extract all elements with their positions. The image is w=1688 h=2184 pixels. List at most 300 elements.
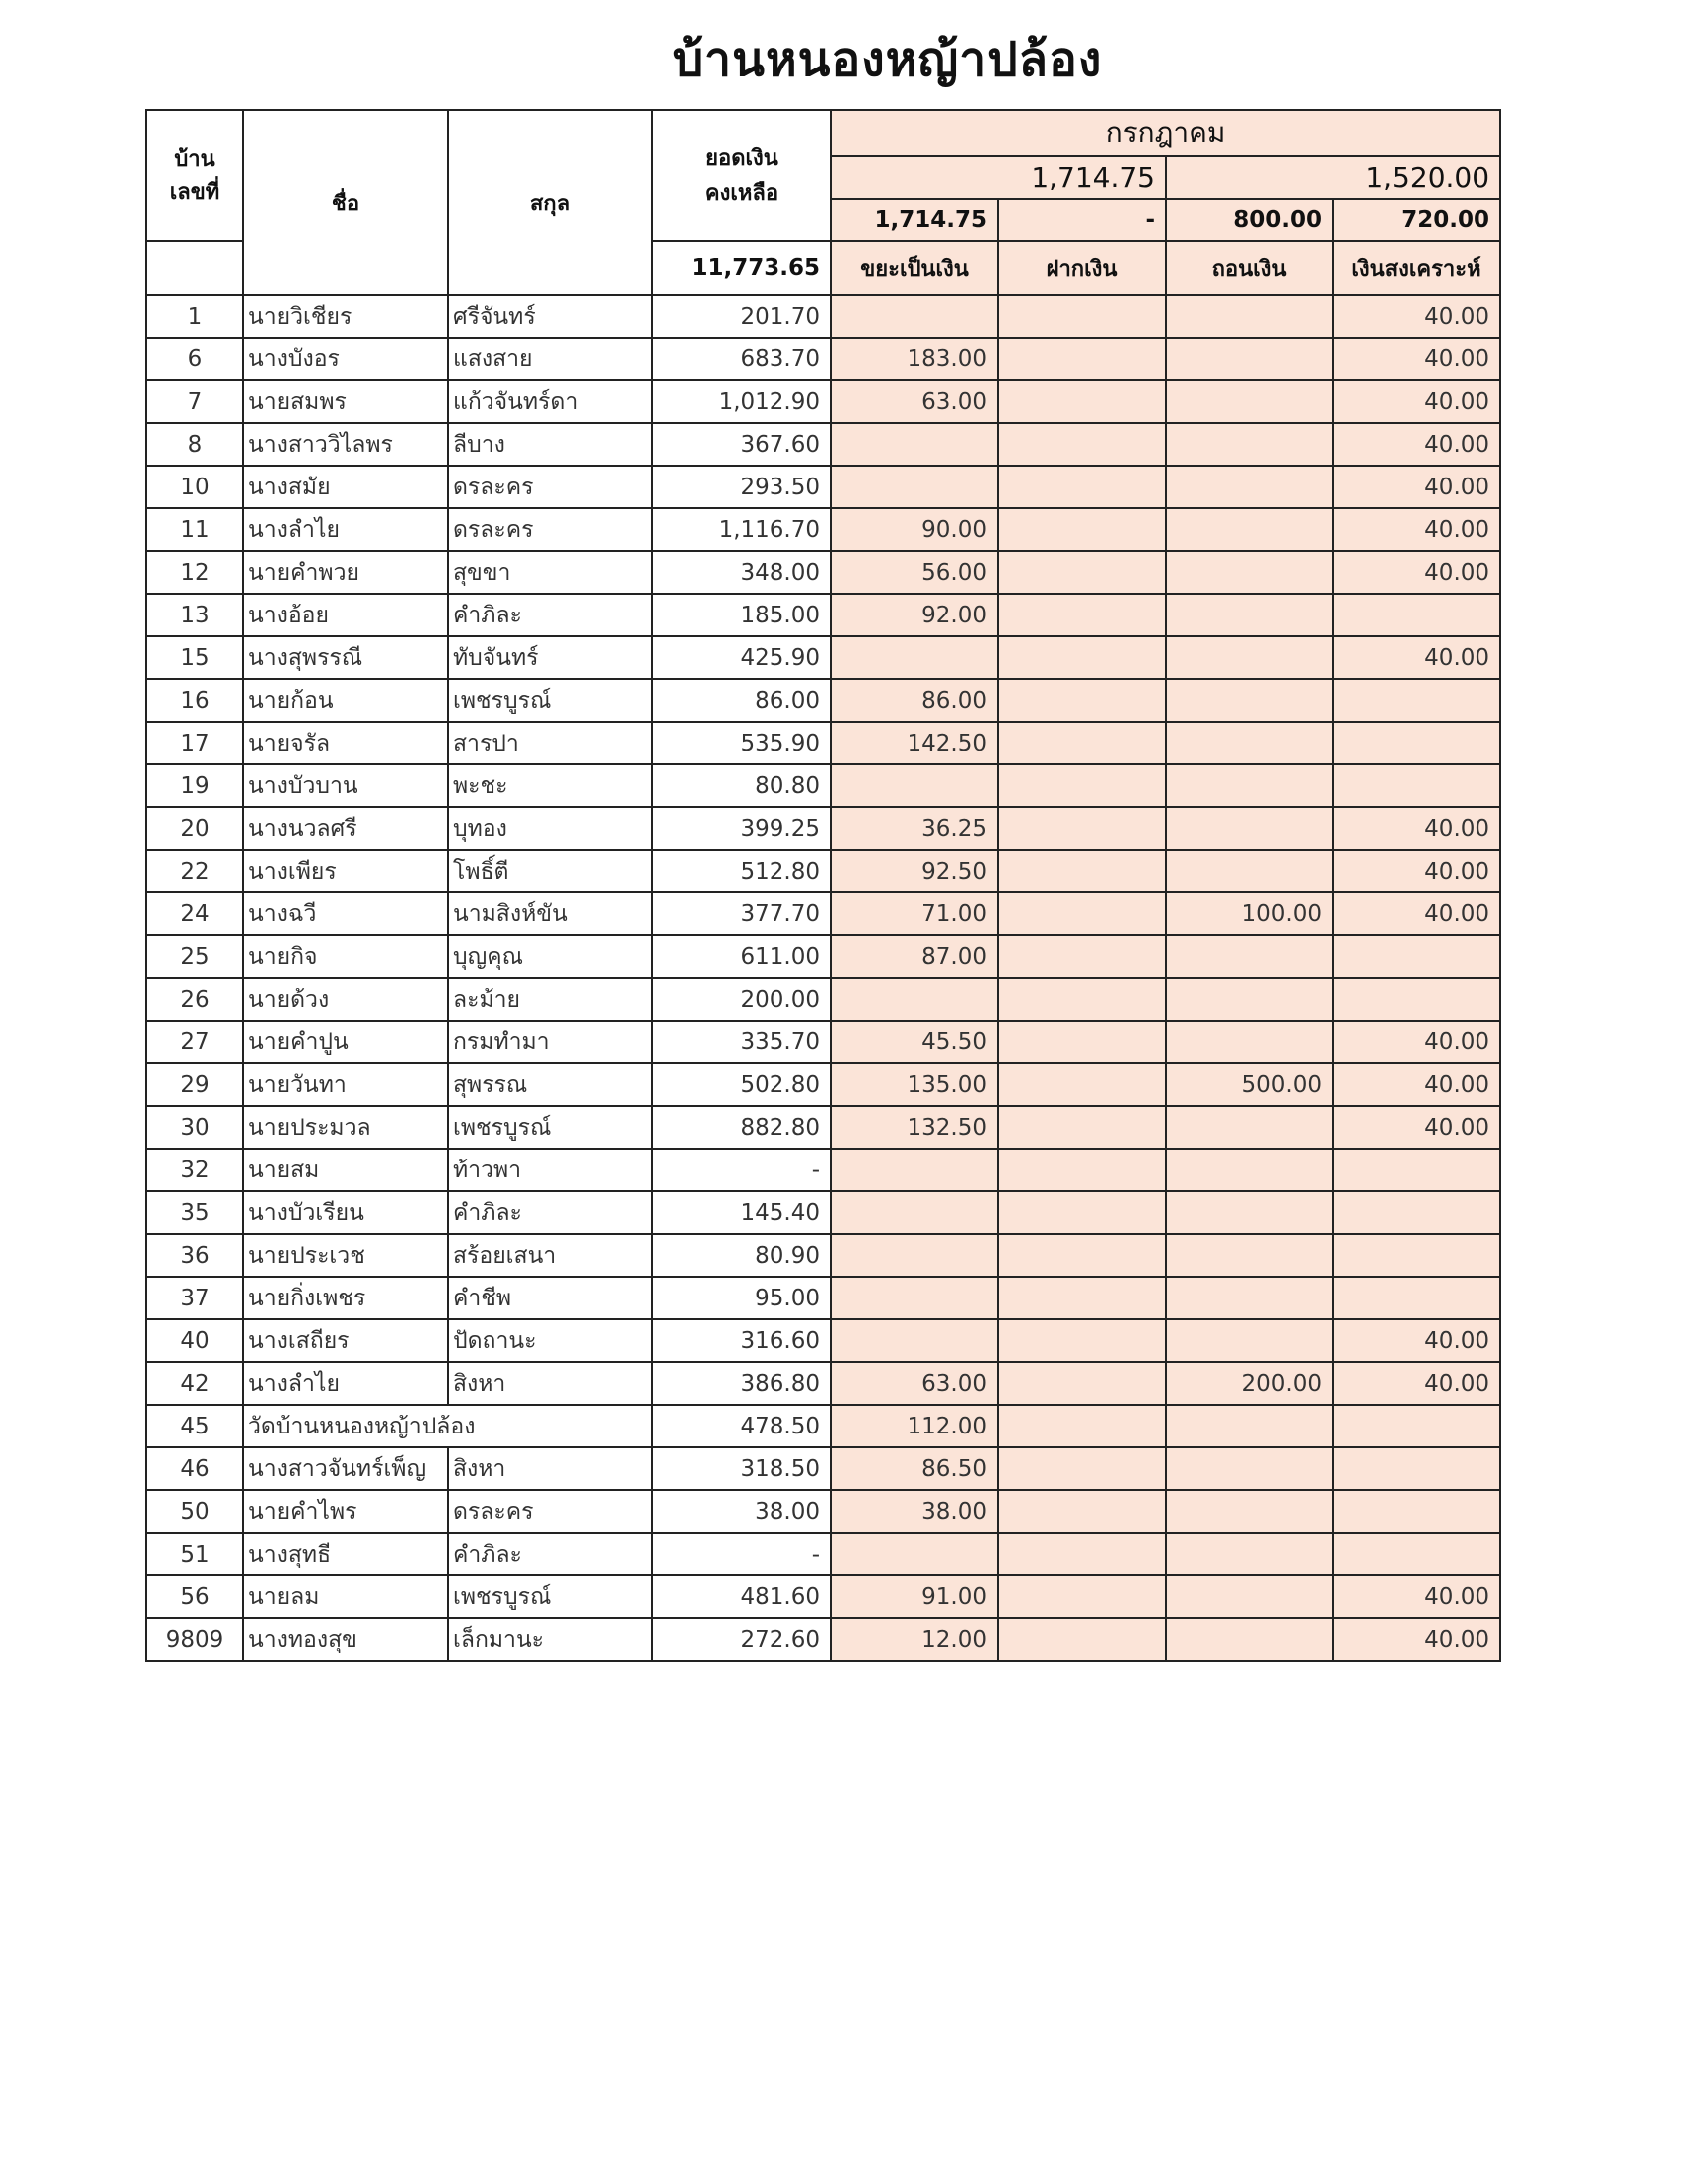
waste-cell: 86.00 — [831, 679, 998, 722]
header-surname: สกุล — [448, 110, 652, 295]
withdraw-cell — [1166, 466, 1333, 508]
welfare-cell: 40.00 — [1333, 1575, 1500, 1618]
house-no-cell: 27 — [146, 1021, 243, 1063]
deposit-cell — [998, 636, 1166, 679]
name-cell: นายประมวล — [243, 1106, 448, 1149]
waste-cell: 56.00 — [831, 551, 998, 594]
surname-cell: เล็กมานะ — [448, 1618, 652, 1661]
header-col-withdraw: ถอนเงิน — [1166, 241, 1333, 295]
house-no-cell: 26 — [146, 978, 243, 1021]
name-cell: นายวันทา — [243, 1063, 448, 1106]
waste-cell: 87.00 — [831, 935, 998, 978]
deposit-cell — [998, 1618, 1166, 1661]
waste-cell: 71.00 — [831, 892, 998, 935]
header-group1-total: 1,714.75 — [831, 156, 1166, 199]
table-row — [146, 423, 1500, 466]
withdraw-cell: 500.00 — [1166, 1063, 1333, 1106]
name-cell: นางบัวบาน — [243, 764, 448, 807]
name-cell: นางสุพรรณี — [243, 636, 448, 679]
house-no-cell: 20 — [146, 807, 243, 850]
name-cell: นายกิ่งเพชร — [243, 1277, 448, 1319]
table-row — [146, 1021, 1500, 1063]
surname-cell: แสงสาย — [448, 338, 652, 380]
name-cell: นายประเวช — [243, 1234, 448, 1277]
header-house-no: บ้าน เลขที่ — [146, 110, 243, 241]
deposit-cell — [998, 1319, 1166, 1362]
waste-cell: 92.00 — [831, 594, 998, 636]
deposit-cell — [998, 679, 1166, 722]
table-row — [146, 1191, 1500, 1234]
welfare-cell — [1333, 1277, 1500, 1319]
header-col-deposit: ฝากเงิน — [998, 241, 1166, 295]
name-cell: นายด้วง — [243, 978, 448, 1021]
waste-cell — [831, 1191, 998, 1234]
welfare-cell — [1333, 679, 1500, 722]
withdraw-cell — [1166, 1490, 1333, 1533]
table-row — [146, 466, 1500, 508]
balance-cell: 367.60 — [652, 423, 831, 466]
header-month: กรกฎาคม — [831, 110, 1500, 156]
house-no-cell: 19 — [146, 764, 243, 807]
waste-cell: 36.25 — [831, 807, 998, 850]
deposit-cell — [998, 978, 1166, 1021]
house-no-cell: 36 — [146, 1234, 243, 1277]
welfare-cell: 40.00 — [1333, 380, 1500, 423]
table-row — [146, 935, 1500, 978]
table-row — [146, 1277, 1500, 1319]
balance-cell: 512.80 — [652, 850, 831, 892]
header-house-no-blank — [146, 241, 243, 295]
table-row — [146, 1106, 1500, 1149]
welfare-cell — [1333, 1405, 1500, 1447]
name-cell: นายกิจ — [243, 935, 448, 978]
withdraw-cell — [1166, 1021, 1333, 1063]
deposit-cell — [998, 1533, 1166, 1575]
balance-cell: 882.80 — [652, 1106, 831, 1149]
deposit-cell — [998, 1575, 1166, 1618]
waste-cell — [831, 1149, 998, 1191]
waste-cell: 135.00 — [831, 1063, 998, 1106]
welfare-cell — [1333, 1490, 1500, 1533]
balance-cell: 611.00 — [652, 935, 831, 978]
balance-cell: 386.80 — [652, 1362, 831, 1405]
withdraw-cell — [1166, 551, 1333, 594]
name-cell: นางบังอร — [243, 338, 448, 380]
balance-cell: 272.60 — [652, 1618, 831, 1661]
withdraw-cell — [1166, 807, 1333, 850]
surname-cell: ดรละคร — [448, 466, 652, 508]
welfare-cell: 40.00 — [1333, 1021, 1500, 1063]
deposit-cell — [998, 1191, 1166, 1234]
balance-cell: 1,116.70 — [652, 508, 831, 551]
surname-cell: นามสิงห์ขัน — [448, 892, 652, 935]
welfare-cell: 40.00 — [1333, 466, 1500, 508]
withdraw-cell — [1166, 1618, 1333, 1661]
table-row — [146, 850, 1500, 892]
balance-cell: 86.00 — [652, 679, 831, 722]
waste-cell: 45.50 — [831, 1021, 998, 1063]
withdraw-cell — [1166, 1234, 1333, 1277]
welfare-cell: 40.00 — [1333, 807, 1500, 850]
house-no-cell: 29 — [146, 1063, 243, 1106]
surname-cell: โพธิ์ตี — [448, 850, 652, 892]
name-cell: นางสุทธี — [243, 1533, 448, 1575]
welfare-cell: 40.00 — [1333, 295, 1500, 338]
subtotal-welfare: 720.00 — [1333, 199, 1500, 241]
welfare-cell — [1333, 1447, 1500, 1490]
withdraw-cell — [1166, 1149, 1333, 1191]
surname-cell: คำภิละ — [448, 1191, 652, 1234]
balance-cell: 145.40 — [652, 1191, 831, 1234]
name-cell: นางลำไย — [243, 1362, 448, 1405]
table-row — [146, 892, 1500, 935]
withdraw-cell — [1166, 935, 1333, 978]
balance-cell: 502.80 — [652, 1063, 831, 1106]
welfare-cell: 40.00 — [1333, 850, 1500, 892]
name-cell: นายคำปูน — [243, 1021, 448, 1063]
surname-cell: เพชรบูรณ์ — [448, 1106, 652, 1149]
name-cell: นายสมพร — [243, 380, 448, 423]
surname-cell: ศรีจันทร์ — [448, 295, 652, 338]
surname-cell: ปัดถานะ — [448, 1319, 652, 1362]
welfare-cell — [1333, 1149, 1500, 1191]
surname-cell: คำชีพ — [448, 1277, 652, 1319]
balance-cell: 481.60 — [652, 1575, 831, 1618]
page-title: บ้านหนองหญ้าปล้อง — [672, 32, 1103, 87]
withdraw-cell — [1166, 978, 1333, 1021]
table-row — [146, 722, 1500, 764]
house-no-cell: 11 — [146, 508, 243, 551]
withdraw-cell — [1166, 1191, 1333, 1234]
house-no-cell: 32 — [146, 1149, 243, 1191]
withdraw-cell — [1166, 764, 1333, 807]
withdraw-cell — [1166, 636, 1333, 679]
surname-cell: ดรละคร — [448, 1490, 652, 1533]
balance-cell: 683.70 — [652, 338, 831, 380]
waste-cell: 92.50 — [831, 850, 998, 892]
waste-cell — [831, 764, 998, 807]
withdraw-cell: 100.00 — [1166, 892, 1333, 935]
deposit-cell — [998, 1405, 1166, 1447]
surname-cell: สารปา — [448, 722, 652, 764]
table-row — [146, 1319, 1500, 1362]
deposit-cell — [998, 551, 1166, 594]
welfare-cell: 40.00 — [1333, 1362, 1500, 1405]
name-cell: นางฉวี — [243, 892, 448, 935]
waste-cell — [831, 1277, 998, 1319]
balance-cell: - — [652, 1149, 831, 1191]
deposit-cell — [998, 1490, 1166, 1533]
welfare-cell: 40.00 — [1333, 551, 1500, 594]
table-row — [146, 1063, 1500, 1106]
table-row — [146, 978, 1500, 1021]
house-no-cell: 16 — [146, 679, 243, 722]
welfare-cell: 40.00 — [1333, 1618, 1500, 1661]
deposit-cell — [998, 1277, 1166, 1319]
waste-cell — [831, 1234, 998, 1277]
house-no-cell: 46 — [146, 1447, 243, 1490]
name-cell: นายลม — [243, 1575, 448, 1618]
deposit-cell — [998, 1362, 1166, 1405]
welfare-cell: 40.00 — [1333, 1106, 1500, 1149]
welfare-cell — [1333, 1234, 1500, 1277]
waste-cell: 91.00 — [831, 1575, 998, 1618]
deposit-cell — [998, 850, 1166, 892]
waste-cell — [831, 466, 998, 508]
surname-cell: สุขขา — [448, 551, 652, 594]
header-col-welfare: เงินสงเคราะห์ — [1333, 241, 1500, 295]
surname-cell: ดรละคร — [448, 508, 652, 551]
withdraw-cell — [1166, 1277, 1333, 1319]
waste-cell: 183.00 — [831, 338, 998, 380]
surname-cell: พะชะ — [448, 764, 652, 807]
surname-cell: เพชรบูรณ์ — [448, 1575, 652, 1618]
house-no-cell: 1 — [146, 295, 243, 338]
deposit-cell — [998, 892, 1166, 935]
table-row — [146, 1234, 1500, 1277]
house-no-cell: 22 — [146, 850, 243, 892]
house-no-cell: 6 — [146, 338, 243, 380]
table-row — [146, 1447, 1500, 1490]
surname-cell: สร้อยเสนา — [448, 1234, 652, 1277]
deposit-cell — [998, 1106, 1166, 1149]
welfare-cell — [1333, 935, 1500, 978]
name-cell: วัดบ้านหนองหญ้าปล้อง — [243, 1405, 652, 1447]
surname-cell: คำภิละ — [448, 594, 652, 636]
waste-cell — [831, 423, 998, 466]
house-no-cell: 40 — [146, 1319, 243, 1362]
house-no-cell: 13 — [146, 594, 243, 636]
table-row — [146, 1490, 1500, 1533]
balance-cell: 535.90 — [652, 722, 831, 764]
name-cell: นางบัวเรียน — [243, 1191, 448, 1234]
withdraw-cell — [1166, 295, 1333, 338]
welfare-cell: 40.00 — [1333, 1319, 1500, 1362]
house-no-cell: 15 — [146, 636, 243, 679]
house-no-cell: 37 — [146, 1277, 243, 1319]
welfare-cell: 40.00 — [1333, 892, 1500, 935]
withdraw-cell — [1166, 679, 1333, 722]
name-cell: นายวิเชียร — [243, 295, 448, 338]
waste-cell: 142.50 — [831, 722, 998, 764]
welfare-cell — [1333, 978, 1500, 1021]
name-cell: นางทองสุข — [243, 1618, 448, 1661]
balance-cell: 293.50 — [652, 466, 831, 508]
balance-cell: 95.00 — [652, 1277, 831, 1319]
welfare-cell: 40.00 — [1333, 636, 1500, 679]
welfare-cell: 40.00 — [1333, 1063, 1500, 1106]
deposit-cell — [998, 764, 1166, 807]
waste-cell — [831, 295, 998, 338]
withdraw-cell — [1166, 722, 1333, 764]
surname-cell: สิงหา — [448, 1362, 652, 1405]
header-name: ชื่อ — [243, 110, 448, 295]
withdraw-cell: 200.00 — [1166, 1362, 1333, 1405]
surname-cell: ท้าวพา — [448, 1149, 652, 1191]
surname-cell: เพชรบูรณ์ — [448, 679, 652, 722]
waste-cell — [831, 1533, 998, 1575]
welfare-cell — [1333, 594, 1500, 636]
table-row — [146, 1618, 1500, 1661]
table-row — [146, 551, 1500, 594]
name-cell: นางอ้อย — [243, 594, 448, 636]
deposit-cell — [998, 380, 1166, 423]
deposit-cell — [998, 1234, 1166, 1277]
deposit-cell — [998, 423, 1166, 466]
name-cell: นางเพียร — [243, 850, 448, 892]
surname-cell: ละม้าย — [448, 978, 652, 1021]
savings-table — [145, 109, 1501, 1662]
name-cell: นางลำไย — [243, 508, 448, 551]
house-no-cell: 17 — [146, 722, 243, 764]
balance-cell: 478.50 — [652, 1405, 831, 1447]
name-cell: นายสม — [243, 1149, 448, 1191]
waste-cell: 63.00 — [831, 380, 998, 423]
balance-cell: 348.00 — [652, 551, 831, 594]
table-row — [146, 764, 1500, 807]
house-no-cell: 25 — [146, 935, 243, 978]
balance-cell: 425.90 — [652, 636, 831, 679]
welfare-cell: 40.00 — [1333, 338, 1500, 380]
surname-cell: กรมทำมา — [448, 1021, 652, 1063]
table-row — [146, 338, 1500, 380]
waste-cell: 12.00 — [831, 1618, 998, 1661]
surname-cell: สุพรรณ — [448, 1063, 652, 1106]
table-row — [146, 1575, 1500, 1618]
subtotal-waste: 1,714.75 — [831, 199, 998, 241]
surname-cell: สิงหา — [448, 1447, 652, 1490]
balance-cell: 200.00 — [652, 978, 831, 1021]
withdraw-cell — [1166, 1575, 1333, 1618]
house-no-cell: 50 — [146, 1490, 243, 1533]
deposit-cell — [998, 1447, 1166, 1490]
name-cell: นายก้อน — [243, 679, 448, 722]
balance-cell: 80.90 — [652, 1234, 831, 1277]
subtotal-withdraw: 800.00 — [1166, 199, 1333, 241]
welfare-cell: 40.00 — [1333, 423, 1500, 466]
deposit-cell — [998, 594, 1166, 636]
withdraw-cell — [1166, 1405, 1333, 1447]
house-no-cell: 42 — [146, 1362, 243, 1405]
table-row — [146, 1405, 1500, 1447]
withdraw-cell — [1166, 508, 1333, 551]
withdraw-cell — [1166, 594, 1333, 636]
withdraw-cell — [1166, 380, 1333, 423]
surname-cell: คำภิละ — [448, 1533, 652, 1575]
waste-cell — [831, 978, 998, 1021]
balance-cell: 185.00 — [652, 594, 831, 636]
waste-cell: 86.50 — [831, 1447, 998, 1490]
table-row — [146, 636, 1500, 679]
house-no-cell: 9809 — [146, 1618, 243, 1661]
house-no-cell: 30 — [146, 1106, 243, 1149]
welfare-cell — [1333, 764, 1500, 807]
surname-cell: บุญคุณ — [448, 935, 652, 978]
house-no-cell: 35 — [146, 1191, 243, 1234]
deposit-cell — [998, 807, 1166, 850]
withdraw-cell — [1166, 1106, 1333, 1149]
waste-cell: 38.00 — [831, 1490, 998, 1533]
welfare-cell: 40.00 — [1333, 508, 1500, 551]
welfare-cell — [1333, 1533, 1500, 1575]
table-row — [146, 594, 1500, 636]
house-no-cell: 45 — [146, 1405, 243, 1447]
subtotal-deposit: - — [998, 199, 1166, 241]
house-no-cell: 10 — [146, 466, 243, 508]
header-balance: ยอดเงิน คงเหลือ — [652, 110, 831, 241]
surname-cell: ทับจันทร์ — [448, 636, 652, 679]
house-no-cell: 24 — [146, 892, 243, 935]
deposit-cell — [998, 1021, 1166, 1063]
house-no-cell: 8 — [146, 423, 243, 466]
house-no-cell: 51 — [146, 1533, 243, 1575]
withdraw-cell — [1166, 423, 1333, 466]
balance-cell: 318.50 — [652, 1447, 831, 1490]
deposit-cell — [998, 1063, 1166, 1106]
balance-cell: 377.70 — [652, 892, 831, 935]
table-row — [146, 295, 1500, 338]
surname-cell: แก้วจันทร์ดา — [448, 380, 652, 423]
name-cell: นางสาววิไลพร — [243, 423, 448, 466]
name-cell: นายคำไพร — [243, 1490, 448, 1533]
withdraw-cell — [1166, 1447, 1333, 1490]
deposit-cell — [998, 1149, 1166, 1191]
balance-cell: 80.80 — [652, 764, 831, 807]
balance-cell: - — [652, 1533, 831, 1575]
surname-cell: ลีบาง — [448, 423, 652, 466]
balance-cell: 201.70 — [652, 295, 831, 338]
withdraw-cell — [1166, 1533, 1333, 1575]
waste-cell: 112.00 — [831, 1405, 998, 1447]
deposit-cell — [998, 466, 1166, 508]
withdraw-cell — [1166, 1319, 1333, 1362]
deposit-cell — [998, 935, 1166, 978]
balance-cell: 335.70 — [652, 1021, 831, 1063]
surname-cell: บุทอง — [448, 807, 652, 850]
deposit-cell — [998, 722, 1166, 764]
withdraw-cell — [1166, 850, 1333, 892]
balance-cell: 399.25 — [652, 807, 831, 850]
table-row — [146, 1149, 1500, 1191]
header-col-waste: ขยะเป็นเงิน — [831, 241, 998, 295]
table-row — [146, 508, 1500, 551]
header-group2-total: 1,520.00 — [1166, 156, 1500, 199]
deposit-cell — [998, 508, 1166, 551]
house-no-cell: 56 — [146, 1575, 243, 1618]
balance-cell: 38.00 — [652, 1490, 831, 1533]
waste-cell: 132.50 — [831, 1106, 998, 1149]
table-row — [146, 1533, 1500, 1575]
balance-cell: 1,012.90 — [652, 380, 831, 423]
name-cell: นางเสถียร — [243, 1319, 448, 1362]
table-row — [146, 380, 1500, 423]
table-row — [146, 679, 1500, 722]
waste-cell: 90.00 — [831, 508, 998, 551]
name-cell: นายจรัล — [243, 722, 448, 764]
balance-total: 11,773.65 — [652, 241, 831, 295]
waste-cell — [831, 1319, 998, 1362]
table-row — [146, 1362, 1500, 1405]
name-cell: นางสาวจันทร์เพ็ญ — [243, 1447, 448, 1490]
waste-cell: 63.00 — [831, 1362, 998, 1405]
name-cell: นายคำพวย — [243, 551, 448, 594]
deposit-cell — [998, 338, 1166, 380]
name-cell: นางนวลศรี — [243, 807, 448, 850]
table-row — [146, 807, 1500, 850]
house-no-cell: 7 — [146, 380, 243, 423]
welfare-cell — [1333, 1191, 1500, 1234]
waste-cell — [831, 636, 998, 679]
